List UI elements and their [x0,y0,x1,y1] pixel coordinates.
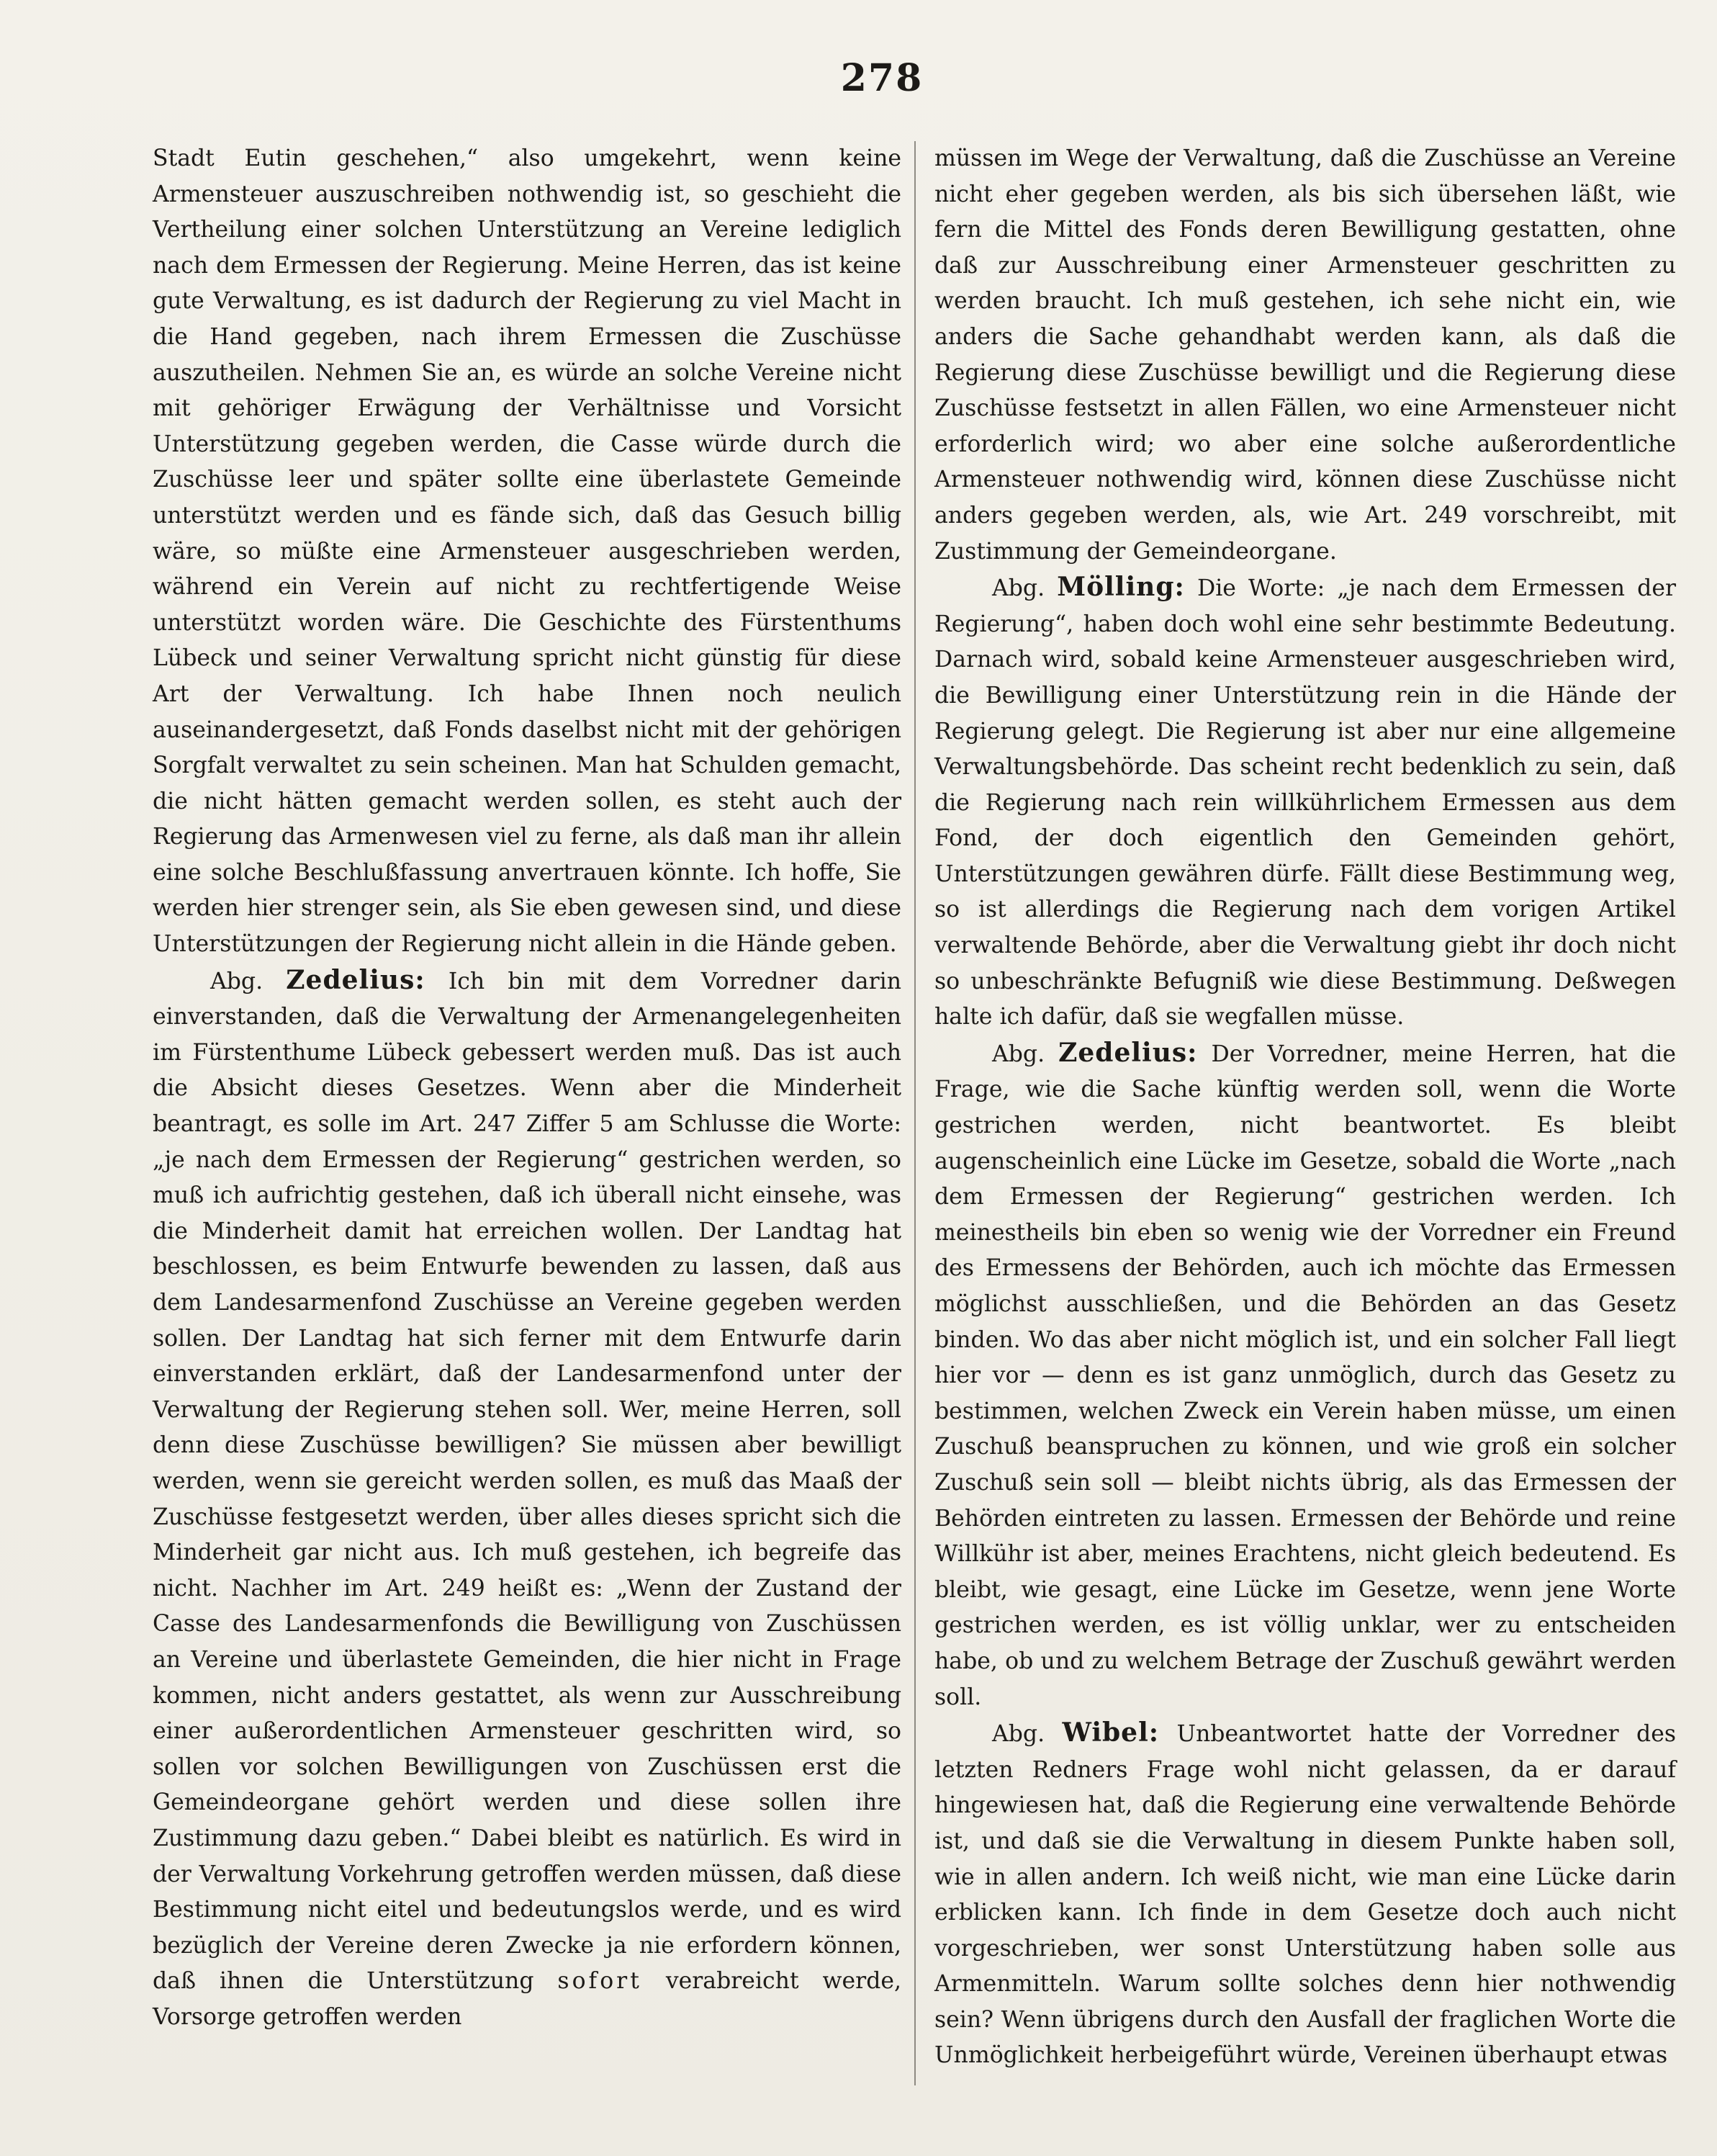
right-column [934,141,1676,2074]
speaker-prefix: Abg. [992,1041,1045,1067]
speaker-name: Wibel: [1062,1717,1160,1748]
spaced-word: sofort [557,1968,642,1995]
speech-text: Der Vorredner, meine Herren, hat die Frage, wie die Sache künftig werden soll, wenn die Worte gestrichen werden, nicht beantwortet. Es bleibt augenscheinlich eine Lücke im Gesetze, sobald die Worte „nach dem Ermessen der Regierung“ gestrichen werden. Ich meinestheils bin eben so wenig wie der Vorredner ein Freund des Ermessens der Behörden, auch ich möchte das Ermessen möglichst ausschließen, und die Behörden an das Gesetz binden. Wo das aber nicht möglich ist, und ein solcher Fall liegt hier vor — denn es ist ganz unmöglich, durch das Gesetz zu bestimmen, welchen Zweck ein Verein haben müsse, um einen Zuschuß beanspruchen zu können, und wie groß ein solcher Zuschuß sein soll — bleibt nichts übrig, als das Ermessen der Behörden eintreten zu lassen. Ermessen der Behörde und reine Willkühr ist aber, meines Erachtens, nicht gleich bedeutend. Es bleibt, wie gesagt, eine Lücke im Gesetze, wenn jene Worte gestrichen werden, es ist völlig unklar, wer zu entscheiden habe, ob und zu welchem Betrage der Zuschuß gewährt werden soll. [934,1041,1677,1710]
speaker-name: Mölling: [1057,572,1185,603]
left-column [153,141,901,2035]
right-paragraph-4 [934,1715,1676,2074]
speaker-name: Zedelius: [286,964,425,995]
right-paragraph-1: müssen im Wege der Verwaltung, daß die Zuschüsse an Vereine nicht eher gegeben werden, als bis sich übersehen läßt, wie fern die Mittel des Fonds deren Bewilligung gestatten, ohne daß zur Ausschreibung einer Armensteuer geschritten zu werden braucht. Ich muß gestehen, ich sehe nicht ein, wie anders die Sache gehandhabt werden kann, als daß die Regierung diese Zuschüsse bewilligt und die Regierung diese Zuschüsse festsetzt in allen Fällen, wo eine Armensteuer nicht erforderlich wird; wo aber eine solche außerordentliche Armensteuer nothwendig wird, können diese Zuschüsse nicht anders gegeben werden, als, wie Art. 249 vorschreibt, mit Zustimmung der Gemeindeorgane. [934,145,1676,565]
left-paragraph-2 [153,963,901,2036]
speaker-prefix: Abg. [210,968,263,994]
column-divider [914,141,916,2085]
right-paragraph-2 [934,570,1676,1036]
left-paragraph-1: Stadt Eutin geschehen,“ also umgekehrt, wenn keine Armensteuer auszuschreiben nothwendig ist, so geschieht die Vertheilung einer solchen Unterstützung an Vereine lediglich nach dem Ermessen der Regierung. Meine Herren, das ist keine gute Verwaltung, es ist dadurch der Regierung zu viel Macht in die Hand gegeben, nach ihrem Ermessen die Zuschüsse auszutheilen. Nehmen Sie an, es würde an solche Vereine nicht mit gehöriger Erwägung der Verhältnisse und Vorsicht Unterstützung gegeben werden, die Casse würde durch die Zuschüsse leer und später sollte eine überlastete Gemeinde unterstützt werden und es fände sich, daß das Gesuch billig wäre, so müßte eine Armensteuer ausgeschrieben werden, während ein Verein auf nicht zu rechtfertigende Weise unterstützt worden wäre. Die Geschichte des Fürstenthums Lübeck und seiner Verwaltung spricht nicht günstig für diese Art der Verwaltung. Ich habe Ihnen noch neulich auseinandergesetzt, daß Fonds daselbst nicht mit der gehörigen Sorgfalt verwaltet zu sein scheinen. Man hat Schulden gemacht, die nicht hätten gemacht werden sollen, es steht auch der Regierung das Armenwesen viel zu ferne, als daß man ihr allein eine solche Beschlußfassung anvertrauen könnte. Ich hoffe, Sie werden hier strenger sein, als Sie eben gewesen sind, und diese Unterstützungen der Regierung nicht allein in die Hände geben. [153,145,901,958]
page-number: 278 [840,56,924,100]
speech-text-end: verabreicht werde, Vorsorge getroffen werden [153,1968,902,2030]
speaker-name: Zedelius: [1058,1037,1198,1068]
speech-text: Die Worte: „je nach dem Ermessen der Regierung“, haben doch wohl eine sehr bestimmte Bedeutung. Darnach wird, sobald keine Armensteuer ausgeschrieben wird, die Bewilligung einer Unterstützung rein in die Hände der Regierung gelegt. Die Regierung ist aber nur eine allgemeine Verwaltungsbehörde. Das scheint recht bedenklich zu sein, daß die Regierung nach rein willkührlichem Ermessen aus dem Fond, der doch eigentlich den Gemeinden gehört, Unterstützungen gewähren dürfe. Fällt diese Bestimmung weg, so ist allerdings die Regierung nach dem vorigen Artikel verwaltende Behörde, aber die Verwaltung giebt ihr doch nicht so unbeschränkte Befugniß wie diese Bestimmung. Deßwegen halte ich dafür, daß sie wegfallen müsse. [934,575,1677,1030]
speech-text: Ich bin mit dem Vorredner darin einverstanden, daß die Verwaltung der Armenangelegenheiten im Fürstenthume Lübeck gebessert werden muß. Das ist auch die Absicht dieses Gesetzes. Wenn aber die Minderheit beantragt, es solle im Art. 247 Ziffer 5 am Schlusse die Worte: „je nach dem Ermessen der Regierung“ gestrichen werden, so muß ich aufrichtig gestehen, daß ich überall nicht einsehe, was die Minderheit damit hat erreichen wollen. Der Landtag hat beschlossen, es beim Entwurfe bewenden zu lassen, daß aus dem Landesarmenfond Zuschüsse an Vereine gegeben werden sollen. Der Landtag hat sich ferner mit dem Entwurfe darin einverstanden erklärt, daß der Landesarmenfond unter der Verwaltung der Regierung stehen soll. Wer, meine Herren, soll denn diese Zuschüsse bewilligen? Sie müssen aber bewilligt werden, wenn sie gereicht werden sollen, es muß das Maaß der Zuschüsse festgesetzt werden, über alles dieses spricht sich die Minderheit gar nicht aus. Ich muß gestehen, ich begreife das nicht. Nachher im Art. 249 heißt es: „Wenn der Zustand der Casse des Landesarmenfonds die Bewilligung von Zuschüssen an Vereine und überlastete Gemeinden, die hier nicht in Frage kommen, nicht anders gestattet, als wenn zur Ausschreibung einer außerordentlichen Armensteuer geschritten wird, so sollen vor solchen Bewilligungen von Zuschüssen erst die Gemeindeorgane gehört werden und diese sollen ihre Zustimmung dazu geben.“ Dabei bleibt es natürlich. Es wird in der Verwaltung Vorkehrung getroffen werden müssen, daß diese Bestimmung nicht eitel und bedeutungslos werde, und es wird bezüglich der Vereine deren Zwecke ja nie erfordern können, daß ihnen die Unterstützung [153,968,901,1995]
speech-text: Unbeantwortet hatte der Vorredner des letzten Redners Frage wohl nicht gelassen, da er darauf hingewiesen hat, daß die Regierung eine verwaltende Behörde ist, und daß sie die Verwaltung in diesem Punkte haben soll, wie in allen andern. Ich weiß nicht, wie man eine Lücke darin erblicken kann. Ich finde in dem Gesetze doch auch nicht vorgeschrieben, wer sonst Unterstützung haben solle aus Armenmitteln. Warum sollte solches denn hier nothwendig sein? Wenn übrigens durch den Ausfall der fraglichen Worte die Unmöglichkeit herbeigeführt würde, Vereinen überhaupt etwas [934,1721,1677,2069]
speaker-prefix: Abg. [992,1721,1045,1748]
speaker-prefix: Abg. [992,575,1045,602]
right-paragraph-3 [934,1036,1676,1715]
